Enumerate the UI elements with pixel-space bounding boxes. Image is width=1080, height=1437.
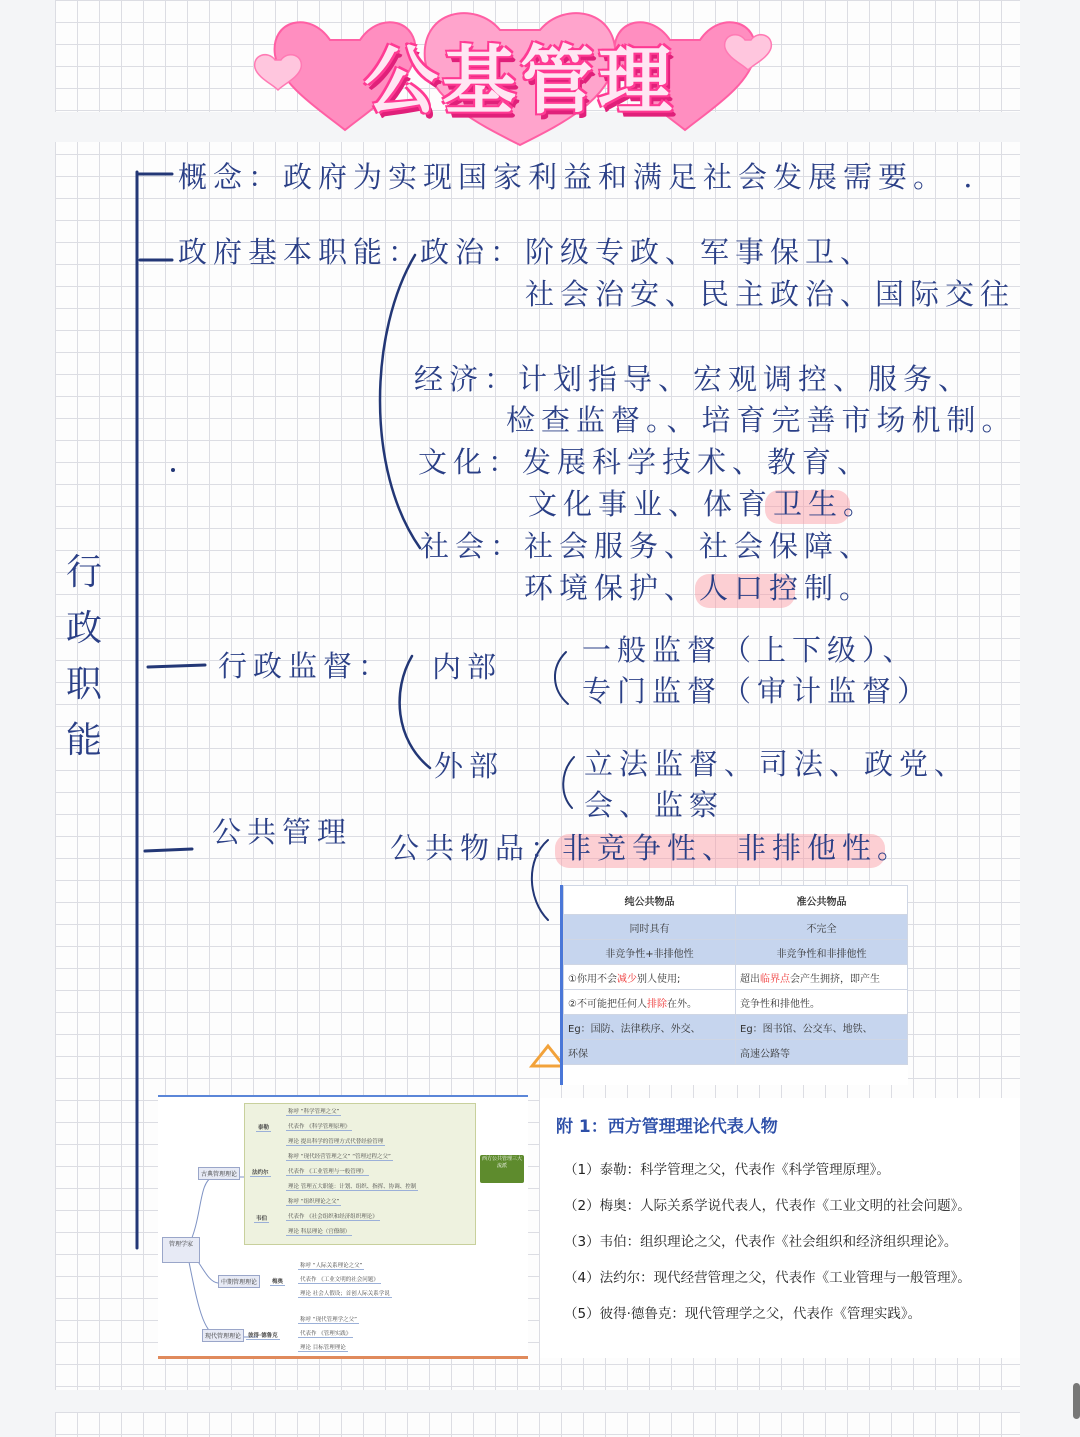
politics-line-2: 社会治安、民主政治、国际交往 [525,277,1016,311]
internal-line-2: 专门监督（审计监督） [582,674,933,708]
public-goods-label: 公共物品： [390,831,566,865]
table-row: 环保 高速公路等 [564,1040,908,1065]
public-goods-table [560,885,908,1085]
external-label: 外部 [434,749,505,783]
basic-functions-label: 政府基本职能： [178,235,424,269]
page-title: 公基管理 [364,38,676,124]
external-line-1: 立法监督、司法、政党、 [584,747,970,781]
mind-map-person: 彼得·德鲁克 [248,1333,278,1339]
mind-map-person: 韦伯 [256,1216,268,1222]
mind-map-row: 代表作 《管理实践》 [300,1331,352,1337]
mind-map-row: 理论 目标管理理论 [300,1345,346,1351]
table-row: 非竞争性+非排他性 非竞争性和非排他性 [564,940,908,965]
table-row: Eg：国防、法律秩序、外交、 Eg：图书馆、公交车、地铁、 [564,1015,908,1040]
economy-line-1: 计划指导、宏观调控、服务、 [518,362,974,396]
scrollbar-thumb[interactable] [1073,1383,1080,1419]
table-row: ①你用不会减少别人使用; 超出临界点会产生拥挤，即产生 [564,965,908,990]
economy-line-2: 检查监督。、培育完善市场机制。 [506,403,1017,437]
supervision-label: 行政监督： [218,649,394,683]
mind-map-branch: 中期管理理论 [218,1275,260,1288]
mind-map-person: 梅奥 [272,1279,284,1285]
table-header-row [564,886,908,915]
mind-map-row: 称呼 “现代管理学之父” [300,1317,357,1323]
public-management-label: 公共管理 [212,815,353,849]
internal-label: 内部 [432,650,503,684]
mind-map-row: 理论 科层理论（官僚制） [288,1229,351,1235]
concept-text: 概念：政府为实现国家利益和满足社会发展需要。 . [178,160,979,194]
table-header-quasi: 准公共物品 [736,886,908,915]
mind-map-row: 理论 管理五大职能：计划、组织、指挥、协调、控制 [288,1184,417,1190]
mind-map-person: 法约尔 [252,1170,269,1176]
side-title: 行 政 职 能 [66,552,103,761]
politics-label: 政治： [420,235,526,269]
culture-line-2: 文化事业、体育卫生。 [528,487,879,521]
mind-map-row: 代表作 《科学管理原理》 [288,1124,351,1130]
theorists-list-title: 附 1：西方管理理论代表人物 [556,1117,778,1137]
table-row: ②不可能把任何人排除在外。 竞争性和排他性。 [564,990,908,1015]
external-line-2: 会、监察 [584,788,725,822]
mind-map-row: 称呼 “人际关系理论之父” [300,1263,363,1269]
mind-map-row: 代表作 《工业文明的社会问题》 [300,1277,379,1283]
list-item: （5）彼得·德鲁克：现代管理学之父，代表作《管理实践》。 [564,1306,922,1322]
mind-map-root: 管理学家 [162,1237,200,1263]
mind-map-branch: 古典管理理论 [198,1167,240,1180]
mind-map-bottom-border [158,1356,528,1359]
internal-line-1: 一般监督（上下级）、 [582,633,918,667]
society-line-1: 社会服务、社会保障、 [524,529,875,563]
mind-map-green-box: 西方公共管理三大流派 [480,1155,524,1183]
mind-map-branch: 现代管理理论 [202,1329,244,1342]
politics-line-1: 阶级专政、军事保卫、 [525,235,876,269]
mind-map-row: 代表作 《工业管理与一般管理》 [288,1169,367,1175]
mind-map-row: 称呼 “组织理论之父” [288,1199,340,1205]
mind-map-person: 泰勒 [258,1125,270,1131]
theorists-list [540,1098,1020,1358]
society-label: 社会： [420,529,526,563]
mind-map-row: 理论 社会人假设；首创人际关系学说 [300,1291,390,1297]
management-mind-map [158,1095,528,1359]
public-goods-value: 非竞争性、非排他性。 [562,831,913,865]
culture-line-1: 发展科学技术、教育、 [522,445,873,479]
list-item: （4）法约尔：现代经营管理之父，代表作《工业管理与一般管理》。 [564,1270,971,1286]
mind-map-row: 称呼 “现代经营管理之父” “管理过程之父” [288,1154,391,1160]
list-item: （1）泰勒：科学管理之父，代表作《科学管理原理》。 [564,1162,890,1178]
culture-label: 文化： [418,445,524,479]
list-item: （3）韦伯：组织理论之父，代表作《社会组织和经济组织理论》。 [564,1234,958,1250]
table-header-pure: 纯公共物品 [564,886,736,915]
mind-map-row: 代表作 《社会组织和经济组织理论》 [288,1214,378,1220]
list-item: （2）梅奥：人际关系学说代表人，代表作《工业文明的社会问题》。 [564,1198,971,1214]
mind-map-row: 理论 提出科学的管理方式代替经验管理 [288,1139,384,1145]
economy-label: 经济： [414,362,520,396]
mind-map-row: 称呼 “科学管理之父” [288,1109,340,1115]
society-line-2: 环境保护、人口控制。 [524,571,875,605]
table-row: 同时具有 不完全 [564,915,908,940]
